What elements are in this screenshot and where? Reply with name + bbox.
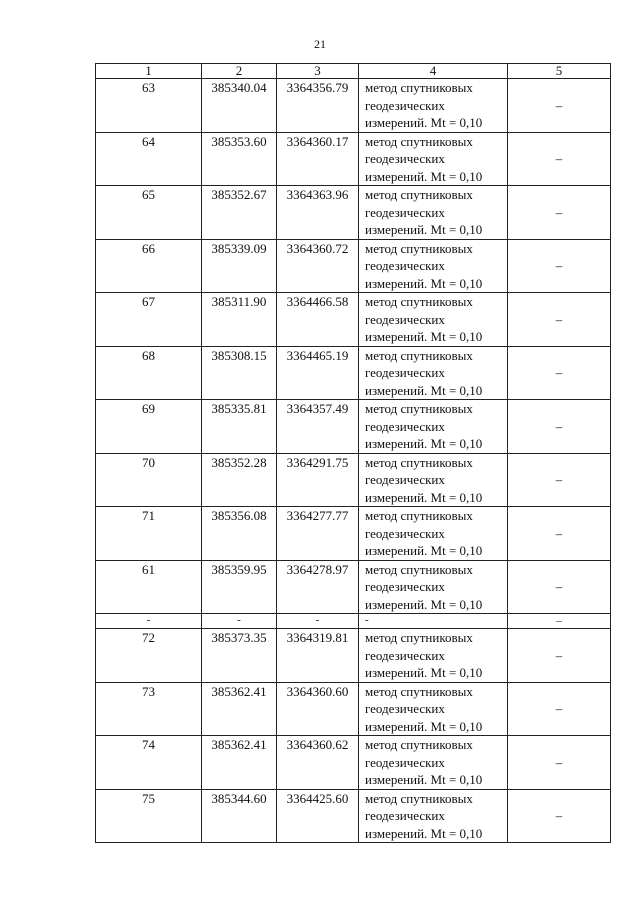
method-cell xyxy=(359,629,508,683)
coordinates-table xyxy=(95,63,611,843)
point-number: 71 xyxy=(96,507,202,561)
method-cell xyxy=(359,400,508,454)
method-line: измерений. Mt = 0,10 xyxy=(365,275,483,291)
point-number: 66 xyxy=(96,239,202,293)
coordinate-x: 385362.41 xyxy=(202,736,277,790)
method-line: геодезических xyxy=(365,472,445,487)
point-number: 72 xyxy=(96,629,202,683)
method-line: геодезических xyxy=(365,525,445,541)
method-line: геодезических xyxy=(365,97,445,113)
coordinate-y: 3364466.58 xyxy=(277,293,359,347)
method-cell xyxy=(359,132,508,186)
column-header-4: 4 xyxy=(359,64,508,79)
coordinate-y: 3364356.79 xyxy=(277,79,359,133)
method-line: метод спутниковых xyxy=(365,790,473,806)
method-line: метод спутниковых xyxy=(365,508,473,523)
coordinate-y: 3364425.60 xyxy=(277,789,359,843)
table-header-row xyxy=(96,64,611,79)
method-line: метод спутниковых xyxy=(365,401,473,416)
table-row xyxy=(96,560,611,614)
note-cell: – xyxy=(508,346,611,400)
method-line: измерений. Mt = 0,10 xyxy=(365,222,483,237)
method-cell xyxy=(359,186,508,240)
coordinate-x: 385340.04 xyxy=(202,79,277,133)
point-number: 73 xyxy=(96,682,202,736)
coordinate-y: 3364363.96 xyxy=(277,186,359,240)
coordinate-y: 3364291.75 xyxy=(277,453,359,507)
coordinate-x: 385344.60 xyxy=(202,789,277,843)
coordinate-y: 3364360.62 xyxy=(277,736,359,790)
method-line: геодезических xyxy=(365,579,445,594)
column-header-1: 1 xyxy=(96,64,202,79)
note-cell: – xyxy=(508,453,611,507)
method-line: геодезических xyxy=(365,204,445,220)
method-line: измерений. Mt = 0,10 xyxy=(365,596,483,612)
method-line: измерений. Mt = 0,10 xyxy=(365,825,483,841)
coordinate-y: 3364277.77 xyxy=(277,507,359,561)
method-line: геодезических xyxy=(365,647,445,663)
method-line: метод спутниковых xyxy=(365,347,473,363)
method-line: метод спутниковых xyxy=(365,133,473,149)
method-line: измерений. Mt = 0,10 xyxy=(365,489,483,505)
method-line: измерений. Mt = 0,10 xyxy=(365,329,483,344)
point-number: 65 xyxy=(96,186,202,240)
table-row xyxy=(96,186,611,240)
table-row xyxy=(96,346,611,400)
note-cell: – xyxy=(508,629,611,683)
method-line: измерений. Mt = 0,10 xyxy=(365,382,483,398)
method-line: метод спутниковых xyxy=(365,561,473,577)
method-cell xyxy=(359,682,508,736)
table-body xyxy=(96,79,611,843)
note-cell: – xyxy=(508,79,611,133)
coordinate-y: 3364360.60 xyxy=(277,682,359,736)
method-line: метод спутниковых xyxy=(365,240,473,256)
separator-row xyxy=(96,614,611,629)
column-header-3: 3 xyxy=(277,64,359,79)
note-cell: – xyxy=(508,132,611,186)
coordinate-x: 385373.35 xyxy=(202,629,277,683)
method-line: измерений. Mt = 0,10 xyxy=(365,772,483,787)
method-line: геодезических xyxy=(365,418,445,434)
separator-cell: - xyxy=(359,614,508,629)
method-line: метод спутниковых xyxy=(365,187,473,202)
table-row xyxy=(96,736,611,790)
method-line: геодезических xyxy=(365,151,445,166)
table-row xyxy=(96,453,611,507)
point-number: 67 xyxy=(96,293,202,347)
method-cell xyxy=(359,736,508,790)
method-line: измерений. Mt = 0,10 xyxy=(365,718,483,734)
separator-cell: - xyxy=(277,614,359,629)
page-number: 21 xyxy=(314,37,326,51)
coordinate-x: 385359.95 xyxy=(202,560,277,614)
note-cell: – xyxy=(508,239,611,293)
coordinate-x: 385339.09 xyxy=(202,239,277,293)
method-line: геодезических xyxy=(365,258,445,273)
method-cell xyxy=(359,293,508,347)
point-number: 70 xyxy=(96,453,202,507)
coordinate-x: 385362.41 xyxy=(202,682,277,736)
method-line: метод спутниковых xyxy=(365,454,473,470)
method-line: геодезических xyxy=(365,754,445,770)
method-cell xyxy=(359,560,508,614)
coordinate-x: 385335.81 xyxy=(202,400,277,454)
method-line: метод спутниковых xyxy=(365,294,473,309)
method-cell xyxy=(359,346,508,400)
coordinate-y: 3364360.72 xyxy=(277,239,359,293)
coordinate-x: 385352.67 xyxy=(202,186,277,240)
table-row xyxy=(96,79,611,133)
point-number: 69 xyxy=(96,400,202,454)
method-line: геодезических xyxy=(365,701,445,716)
method-line: геодезических xyxy=(365,311,445,327)
point-number: 63 xyxy=(96,79,202,133)
separator-cell: - xyxy=(96,614,202,629)
separator-cell: - xyxy=(202,614,277,629)
method-cell xyxy=(359,79,508,133)
method-cell xyxy=(359,453,508,507)
method-line: измерений. Mt = 0,10 xyxy=(365,115,483,130)
column-header-2: 2 xyxy=(202,64,277,79)
point-number: 68 xyxy=(96,346,202,400)
point-number: 75 xyxy=(96,789,202,843)
note-cell: – xyxy=(508,560,611,614)
coordinate-y: 3364278.97 xyxy=(277,560,359,614)
point-number: 74 xyxy=(96,736,202,790)
table-row xyxy=(96,239,611,293)
method-line: измерений. Mt = 0,10 xyxy=(365,168,483,184)
note-cell: – xyxy=(508,186,611,240)
note-cell: – xyxy=(508,682,611,736)
method-line: измерений. Mt = 0,10 xyxy=(365,543,483,558)
coordinate-y: 3364357.49 xyxy=(277,400,359,454)
table-row xyxy=(96,507,611,561)
table-row xyxy=(96,789,611,843)
column-header-5: 5 xyxy=(508,64,611,79)
coordinate-y: 3364465.19 xyxy=(277,346,359,400)
coordinate-x: 385353.60 xyxy=(202,132,277,186)
coordinate-x: 385308.15 xyxy=(202,346,277,400)
method-cell xyxy=(359,239,508,293)
method-line: геодезических xyxy=(365,808,445,823)
table-row xyxy=(96,293,611,347)
note-cell: – xyxy=(508,400,611,454)
method-line: измерений. Mt = 0,10 xyxy=(365,665,483,680)
note-cell: – xyxy=(508,736,611,790)
method-line: измерений. Mt = 0,10 xyxy=(365,436,483,451)
coordinate-x: 385356.08 xyxy=(202,507,277,561)
coordinate-y: 3364360.17 xyxy=(277,132,359,186)
table-row xyxy=(96,400,611,454)
method-line: метод спутниковых xyxy=(365,683,473,699)
coordinate-x: 385352.28 xyxy=(202,453,277,507)
table-row xyxy=(96,629,611,683)
method-line: метод спутниковых xyxy=(365,80,473,95)
note-cell: – xyxy=(508,789,611,843)
note-cell: – xyxy=(508,507,611,561)
point-number: 61 xyxy=(96,560,202,614)
method-cell xyxy=(359,789,508,843)
table-row xyxy=(96,132,611,186)
coordinate-x: 385311.90 xyxy=(202,293,277,347)
table-row xyxy=(96,682,611,736)
coordinate-y: 3364319.81 xyxy=(277,629,359,683)
method-line: метод спутниковых xyxy=(365,630,473,645)
method-line: метод спутниковых xyxy=(365,737,473,752)
method-cell xyxy=(359,507,508,561)
point-number: 64 xyxy=(96,132,202,186)
note-cell: – xyxy=(508,293,611,347)
separator-cell: – xyxy=(508,614,611,629)
method-line: геодезических xyxy=(365,365,445,380)
